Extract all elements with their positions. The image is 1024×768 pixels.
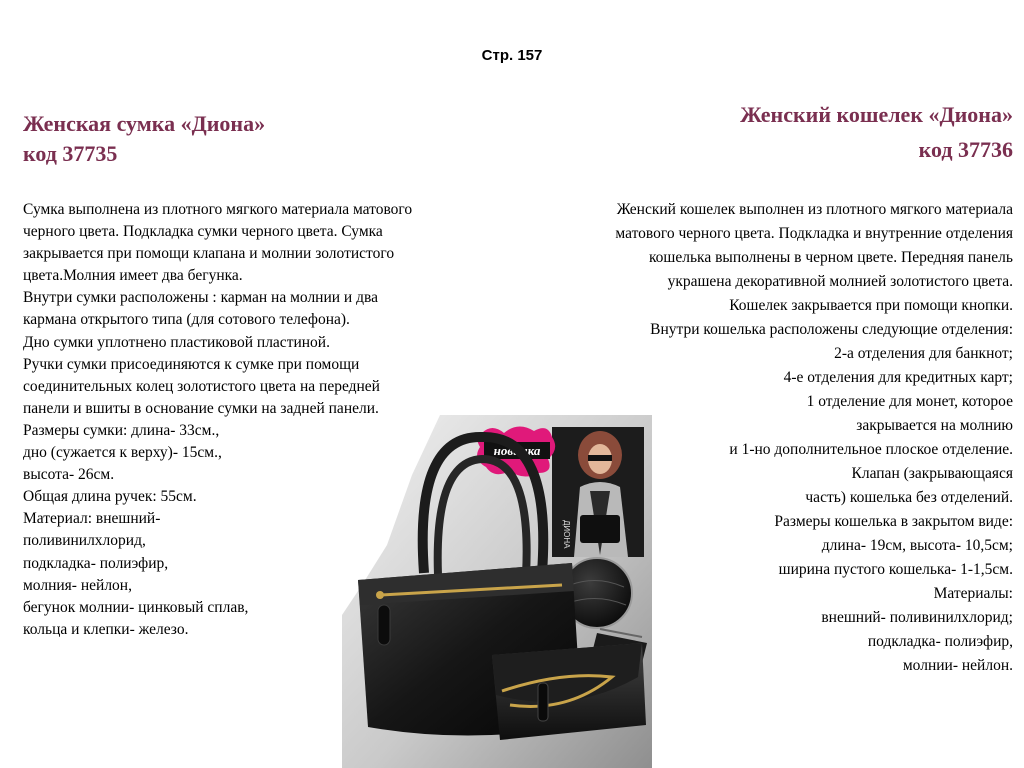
bag-title-block (23, 109, 265, 169)
bag-desc-line: молния- нейлон, (23, 576, 132, 594)
bag-desc-line: бегунок молнии- цинковый сплав, (23, 598, 249, 616)
bag-desc-line: высота- 26см. (23, 466, 115, 484)
wallet-desc-line: кошелька выполнены в черном цвете. Передняя панель (648, 249, 1013, 266)
wallet-desc-line: подкладка- полиэфир, (867, 633, 1013, 650)
bag-desc-line: цвета.Молния имеет два бегунка. (23, 267, 243, 285)
bag-desc-line: соединительных колец золотистого цвета на передней (23, 377, 380, 395)
wallet-desc-line: матового черного цвета. Подкладка и внутренние отделения (615, 225, 1013, 242)
bag-desc-line: Внутри сумки расположены : карман на молнии и два (23, 289, 378, 307)
wallet-desc-line: 1 отделение для монет, которое (806, 393, 1013, 410)
wallet-desc-line: 2-а отделения для банкнот; (834, 345, 1013, 362)
bag-desc-line: панели и вшиты в основание сумки на задней панели. (23, 399, 379, 417)
bag-desc-line: кольца и клепки- железо. (23, 620, 189, 638)
bag-desc-line: черного цвета. Подкладка сумки черного цвета. Сумка (23, 223, 383, 241)
bag-desc-line: поливинилхлорид, (23, 532, 146, 550)
wallet-desc-line: длина- 19см, высота- 10,5см; (821, 537, 1013, 554)
wallet-desc-line: Клапан (закрывающаяся (851, 465, 1013, 482)
wallet-desc-line: Размеры кошелька в закрытом виде: (774, 513, 1013, 530)
wallet-desc-line: Материалы: (933, 585, 1013, 602)
bag-desc-line: Сумка выполнена из плотного мягкого материала матового (23, 201, 413, 218)
bag-code: код 37735 (23, 141, 118, 166)
model-caption: ДИОНА (562, 520, 571, 549)
bag-desc-line: Дно сумки уплотнено пластиковой пластиной. (23, 333, 330, 351)
bag-desc-line: Материал: внешний- (23, 510, 161, 528)
wallet-desc-line: Кошелек закрывается при помощи кнопки. (729, 297, 1013, 314)
bag-desc-line: Размеры сумки: длина- 33см., (23, 421, 220, 439)
bag-desc-line: кармана открытого типа (для сотового телефона). (23, 311, 350, 329)
wallet-desc-line: 4-е отделения для кредитных карт; (783, 369, 1013, 386)
wallet-title: Женский кошелек «Диона» (740, 102, 1013, 127)
wallet-code: код 37736 (918, 137, 1013, 162)
wallet-desc-line: Женский кошелек выполнен из плотного мягкого материала (616, 201, 1013, 218)
clutch-wallet (492, 643, 646, 740)
wallet-desc-line: Внутри кошелька расположены следующие отделения: (650, 321, 1013, 338)
wallet-desc-line: украшена декоративной молнией золотистого цвета. (667, 273, 1013, 290)
bag-desc-line: закрывается при помощи клапана и молнии золотистого (23, 245, 395, 263)
wallet-desc-line: и 1-но дополнительное плоское отделение. (729, 441, 1013, 458)
wallet-desc-line: закрывается на молнию (856, 417, 1013, 434)
wallet-desc-line: часть) кошелька без отделений. (805, 489, 1013, 506)
page-number: Стр. 157 (481, 47, 543, 64)
bag-desc-line: подкладка- полиэфир, (23, 554, 169, 572)
bag-desc-line: Ручки сумки присоединяются к сумке при помощи (23, 355, 360, 373)
wallet-desc-line: внешний- поливинилхлорид; (821, 609, 1013, 626)
bag-title: Женская сумка «Диона» (23, 111, 266, 136)
bag-desc-line: Общая длина ручек: 55см. (23, 488, 197, 506)
wallet-desc-line: молнии- нейлон. (902, 657, 1013, 674)
wallet-title-block (740, 97, 1013, 167)
model-photo (552, 427, 644, 557)
wallet-desc-line: ширина пустого кошелька- 1-1,5см. (778, 561, 1013, 578)
bag-desc-line: дно (сужается к верху)- 15см., (23, 444, 222, 462)
product-photo (342, 415, 652, 768)
badge-text: новинка (493, 443, 541, 458)
